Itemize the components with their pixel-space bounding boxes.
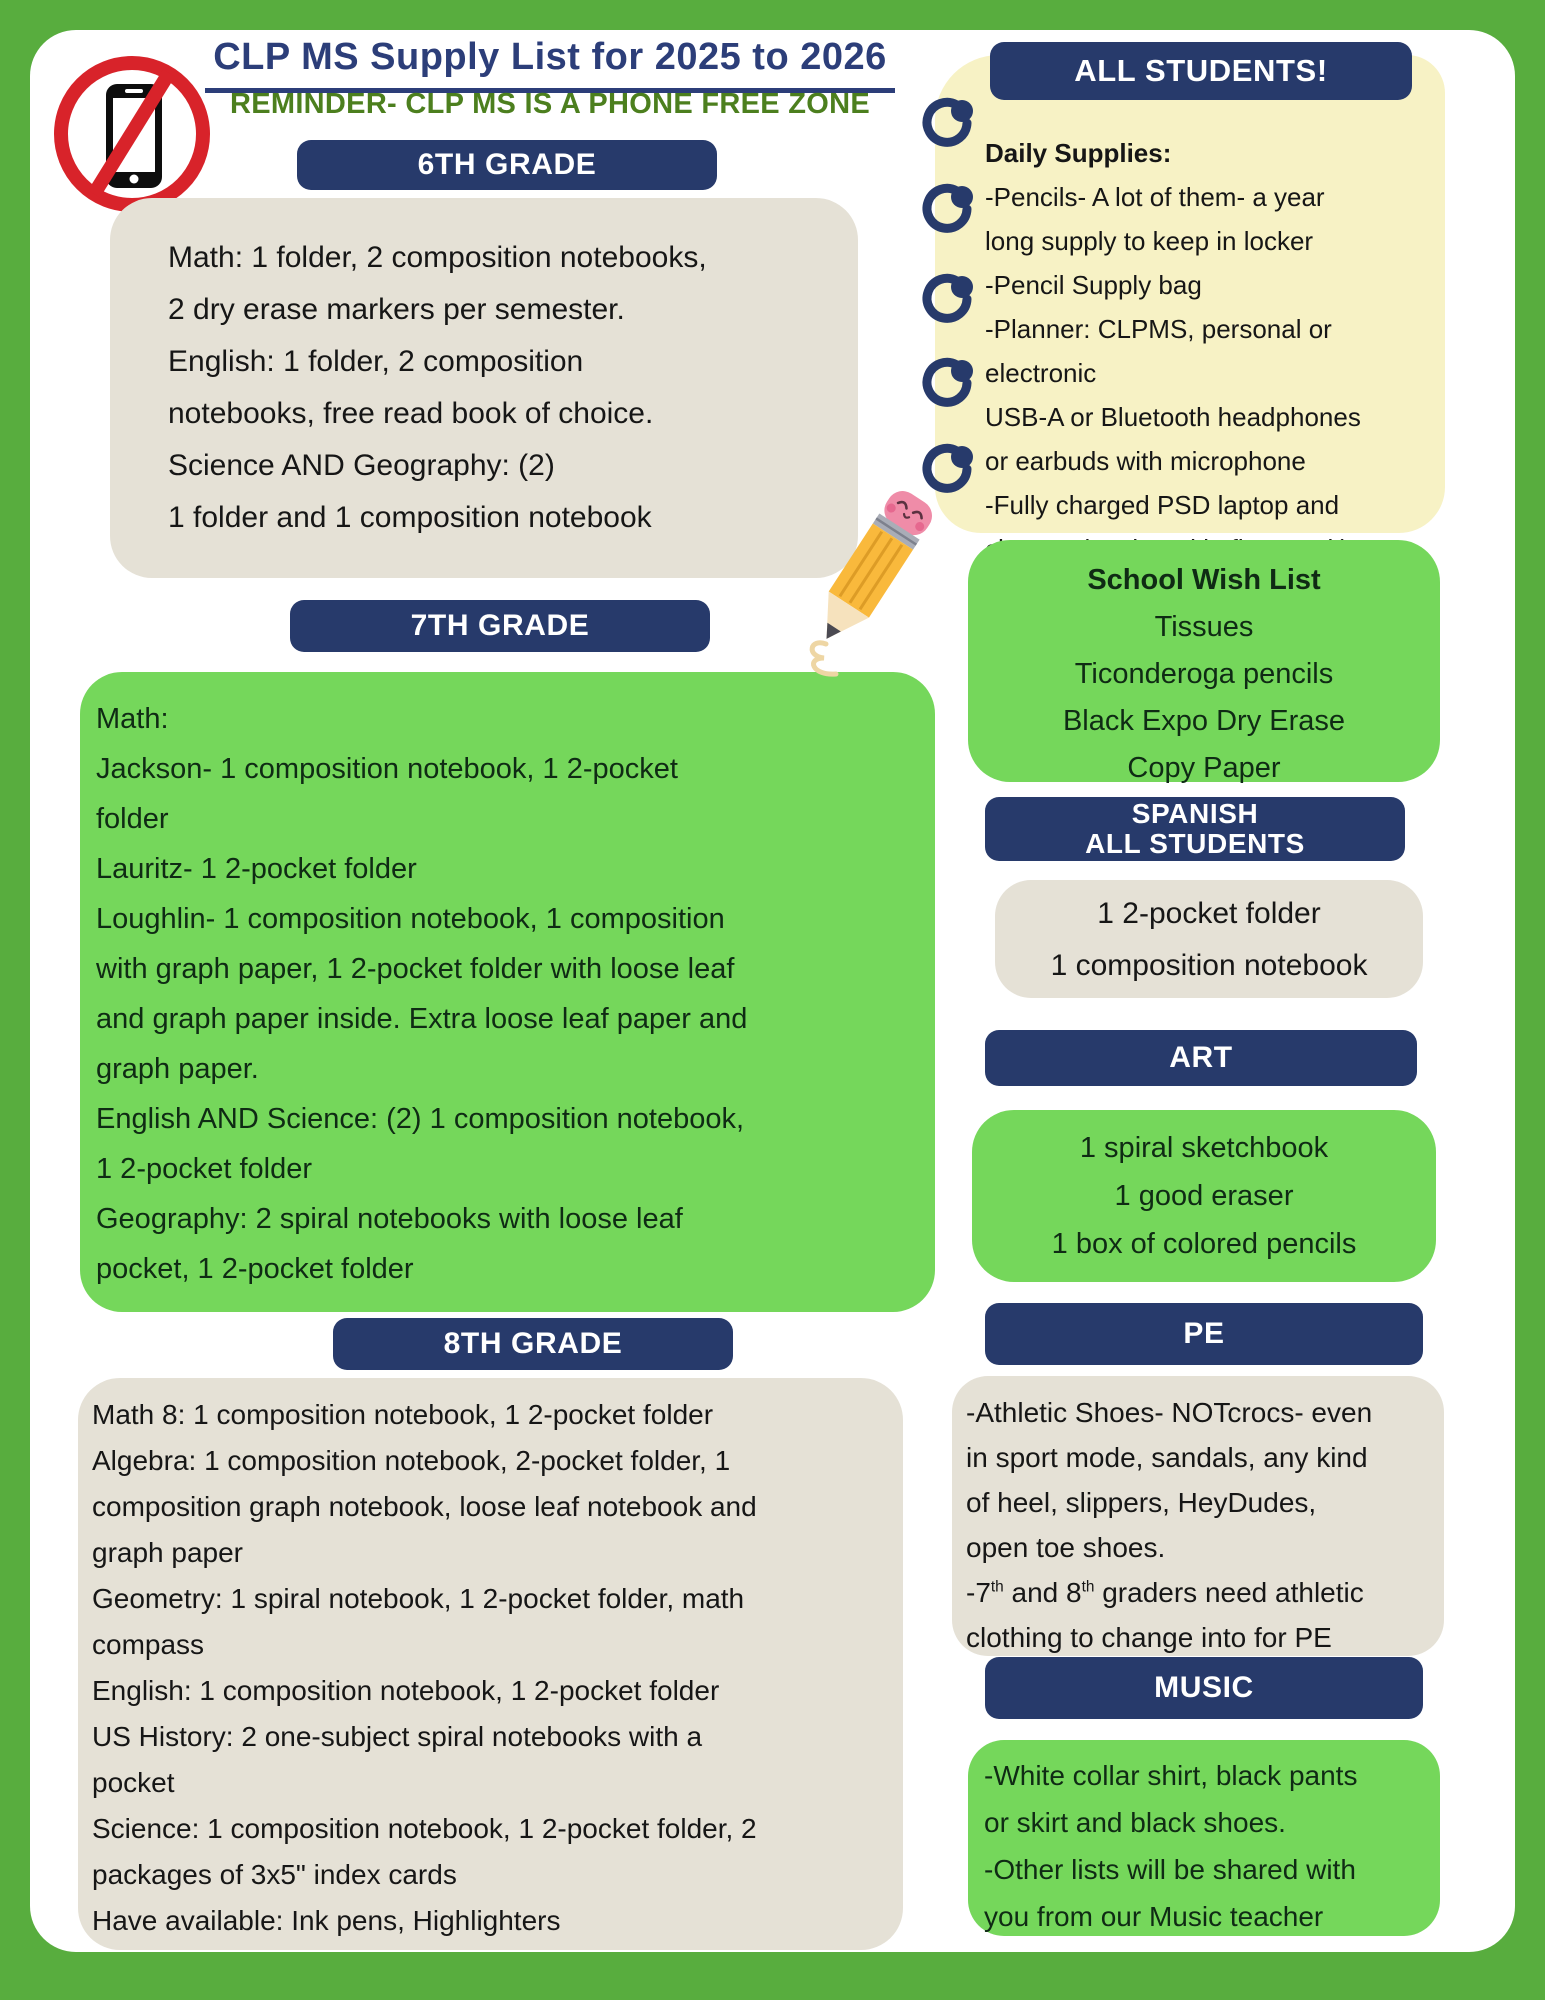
wish-list-box	[968, 540, 1440, 782]
supply-line: -White collar shirt, black pants	[984, 1760, 1358, 1791]
supply-line: 1 box of colored pencils	[1051, 1228, 1357, 1260]
wish-list-items	[976, 604, 1432, 792]
supply-line: electronic	[985, 358, 1097, 388]
supply-line: Geography: 2 spiral notebooks with loose leaf	[96, 1203, 683, 1235]
grade7-supplies-box	[80, 672, 935, 1312]
section-header-label: ART	[1169, 1041, 1233, 1074]
pe-grades-text: graders need athletic	[1094, 1577, 1364, 1608]
supply-line: Math: 1 folder, 2 composition notebooks,	[168, 241, 707, 274]
wish-list-item: Copy Paper	[1127, 752, 1281, 784]
supply-line: English: 1 folder, 2 composition	[168, 345, 584, 378]
daily-supplies-box	[935, 55, 1445, 533]
pe-supplies-box	[952, 1376, 1444, 1656]
pe-lines	[966, 1390, 1436, 1570]
section-header-music	[985, 1657, 1423, 1719]
daily-supplies-lines	[985, 175, 1435, 571]
art-supplies-box	[972, 1110, 1436, 1282]
supply-line: Math 8: 1 composition notebook, 1 2-pocket folder	[92, 1399, 714, 1430]
supply-line: compass	[92, 1629, 205, 1660]
section-header-6th-grade	[297, 140, 717, 190]
supply-line: US History: 2 one-subject spiral notebooks with a	[92, 1721, 703, 1752]
supply-line: Jackson- 1 composition notebook, 1 2-pocket	[96, 753, 678, 785]
supply-line: Science AND Geography: (2)	[168, 449, 555, 482]
supply-line: Have available: Ink pens, Highlighters	[92, 1905, 561, 1936]
section-header-8th-grade	[333, 1318, 733, 1370]
supply-line: Geometry: 1 spiral notebook, 1 2-pocket folder, math	[92, 1583, 745, 1614]
supply-line: graph paper.	[96, 1053, 259, 1085]
section-header-label: 8TH GRADE	[443, 1327, 623, 1360]
supply-line: Science: 1 composition notebook, 1 2-pocket folder, 2	[92, 1813, 757, 1844]
supply-line: 1 good eraser	[1114, 1180, 1294, 1212]
grade6-supplies-box	[110, 198, 858, 578]
supply-line: packages of 3x5" index cards	[92, 1859, 457, 1890]
supply-line: 1 spiral sketchbook	[1079, 1132, 1329, 1164]
binder-ring-icon	[914, 176, 978, 240]
section-header-7th-grade	[290, 600, 710, 652]
supply-line: 1 folder and 1 composition notebook	[168, 501, 652, 534]
grade8-supplies-box	[78, 1378, 903, 1950]
section-header-art	[985, 1030, 1417, 1086]
supply-line: or earbuds with microphone	[985, 446, 1306, 476]
supply-line: Math:	[96, 703, 169, 735]
supply-line: -Planner: CLPMS, personal or	[985, 314, 1332, 344]
wish-list-item: Black Expo Dry Erase	[1062, 705, 1346, 737]
section-header-label: 7TH GRADE	[410, 609, 590, 642]
supply-line: folder	[96, 803, 169, 835]
music-supplies-box	[968, 1740, 1440, 1936]
supply-line: you from our Music teacher	[984, 1901, 1324, 1932]
supply-line: -Pencil Supply bag	[985, 270, 1202, 300]
supply-line: pocket	[92, 1767, 175, 1798]
pe-grades-line	[966, 1570, 1436, 1615]
supply-line: -Other lists will be shared with	[984, 1854, 1356, 1885]
section-header-label: MUSIC	[1154, 1671, 1254, 1704]
supply-line: -Pencils- A lot of them- a year	[985, 182, 1325, 212]
supply-line: and graph paper inside. Extra loose leaf paper and	[96, 1003, 748, 1035]
section-header-label: ALL STUDENTS	[1085, 828, 1305, 859]
supply-line: 1 2-pocket folder	[1097, 897, 1321, 930]
section-header-spanish	[985, 797, 1405, 861]
supply-line: with graph paper, 1 2-pocket folder with loose leaf	[96, 953, 735, 985]
supply-line: or skirt and black shoes.	[984, 1807, 1286, 1838]
supply-line: notebooks, free read book of choice.	[168, 397, 654, 430]
supply-line: open toe shoes.	[966, 1532, 1166, 1563]
supply-line: 1 2-pocket folder	[96, 1153, 313, 1185]
spanish-supplies-box	[995, 880, 1423, 998]
supply-line: English AND Science: (2) 1 composition notebook,	[96, 1103, 745, 1135]
section-header-label: PE	[1183, 1317, 1225, 1350]
pe-ordinal-suffix: th	[990, 1578, 1004, 1596]
section-header-label: SPANISH	[1131, 797, 1259, 829]
supply-line: Algebra: 1 composition notebook, 2-pocket folder, 1	[92, 1445, 731, 1476]
supply-line: 2 dry erase markers per semester.	[168, 293, 625, 326]
pe-grades-text: and 8	[1003, 1577, 1082, 1608]
daily-supplies-title: Daily Supplies:	[985, 138, 1172, 168]
supply-line: -Fully charged PSD laptop and	[985, 490, 1340, 520]
section-header-label: ALL STUDENTS!	[1074, 53, 1328, 88]
binder-ring-icon	[914, 350, 978, 414]
pe-last-line: clothing to change into for PE	[966, 1622, 1332, 1653]
pe-grades-text: -7	[966, 1577, 991, 1608]
supply-line: -Athletic Shoes- NOTcrocs- even	[966, 1397, 1373, 1428]
pencil-icon	[800, 488, 960, 688]
binder-ring-icon	[914, 266, 978, 330]
page-title-text: CLP MS Supply List for 2025 to 2026	[205, 36, 895, 93]
supply-line: Loughlin- 1 composition notebook, 1 composition	[96, 903, 725, 935]
supply-line: USB-A or Bluetooth headphones	[985, 402, 1361, 432]
supply-line: long supply to keep in locker	[985, 226, 1314, 256]
supply-line: English: 1 composition notebook, 1 2-pocket folder	[92, 1675, 720, 1706]
supply-line: 1 composition notebook	[1050, 949, 1368, 982]
wish-list-title: School Wish List	[1087, 564, 1321, 596]
page-title	[170, 36, 930, 93]
section-header-label: 6TH GRADE	[417, 148, 597, 181]
section-header-all-students	[990, 42, 1412, 100]
section-header-pe	[985, 1303, 1423, 1365]
phone-free-reminder: REMINDER- CLP MS IS A PHONE FREE ZONE	[229, 88, 871, 120]
supply-line: of heel, slippers, HeyDudes,	[966, 1487, 1317, 1518]
supply-line: pocket, 1 2-pocket folder	[96, 1253, 414, 1285]
binder-ring-icon	[914, 90, 978, 154]
wish-list-item: Tissues	[1154, 611, 1254, 643]
pe-ordinal-suffix: th	[1081, 1578, 1095, 1596]
supply-line: in sport mode, sandals, any kind	[966, 1442, 1368, 1473]
wish-list-item: Ticonderoga pencils	[1074, 658, 1334, 690]
supply-line: graph paper	[92, 1537, 244, 1568]
supply-line: composition graph notebook, loose leaf notebook and	[92, 1491, 757, 1522]
supply-line: Lauritz- 1 2-pocket folder	[96, 853, 417, 885]
